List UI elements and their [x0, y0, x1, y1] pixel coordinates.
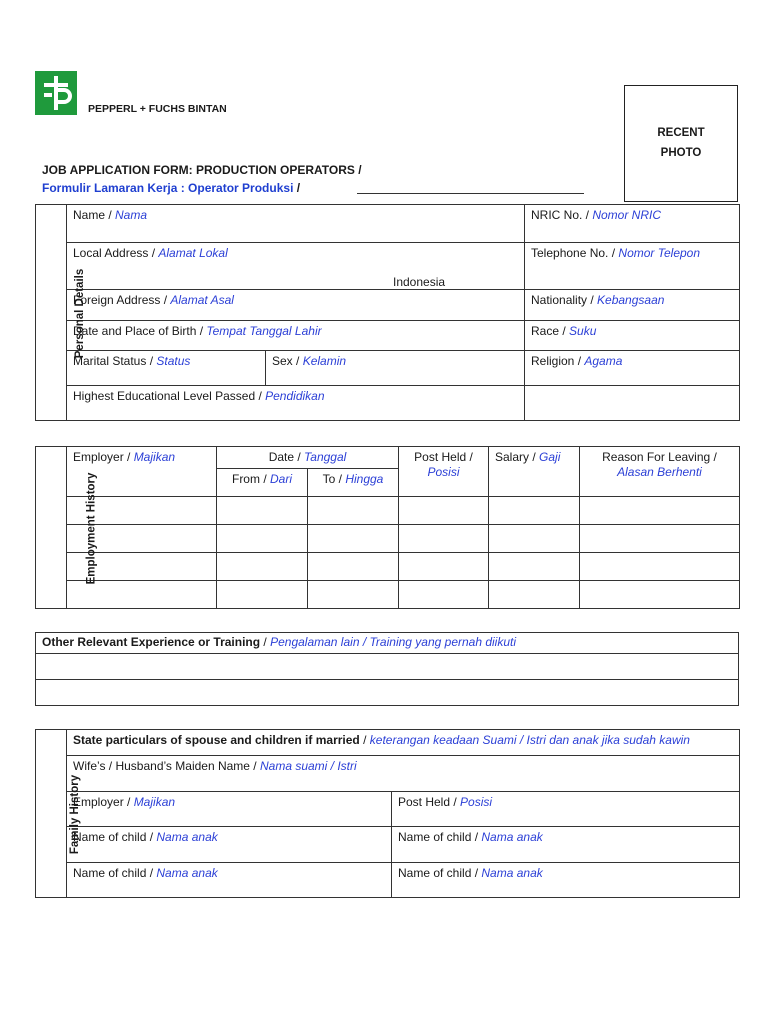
family-history-label: Family History	[36, 730, 67, 898]
pepperl-fuchs-logo-icon	[35, 71, 77, 115]
race-field[interactable]: Race / Suku	[525, 321, 740, 351]
child-name-field-4[interactable]: Name of child / Nama anak	[392, 863, 740, 898]
table-row	[36, 525, 740, 553]
education-value-cell[interactable]	[525, 386, 740, 421]
telephone-field[interactable]: Telephone No. / Nomor Telepon	[525, 243, 740, 290]
employment-cell[interactable]	[308, 553, 399, 581]
experience-line[interactable]	[36, 654, 739, 680]
employment-cell[interactable]	[399, 581, 489, 609]
employment-cell[interactable]	[217, 553, 308, 581]
employment-history-label: Employment History	[36, 447, 67, 609]
employment-cell[interactable]	[308, 525, 399, 553]
experience-line[interactable]	[36, 680, 739, 706]
name-field[interactable]: Name / Nama	[67, 205, 525, 243]
recent-photo-box	[624, 85, 738, 202]
country-text: Indonesia	[393, 275, 446, 289]
table-row	[36, 497, 740, 525]
employment-cell[interactable]	[308, 581, 399, 609]
company-name: PEPPERL + FUCHS BINTAN	[88, 103, 227, 115]
employment-cell[interactable]	[489, 581, 580, 609]
nationality-field[interactable]: Nationality / Kebangsaan	[525, 290, 740, 321]
table-row	[36, 553, 740, 581]
employment-cell[interactable]	[217, 581, 308, 609]
photo-label-line2: PHOTO	[660, 147, 702, 159]
marital-status-field[interactable]: Marital Status / Status	[67, 351, 266, 386]
child-name-field-3[interactable]: Name of child / Nama anak	[67, 863, 392, 898]
table-row	[36, 581, 740, 609]
employment-cell[interactable]	[580, 581, 740, 609]
particulars-header: State particulars of spouse and children if married / keterangan keadaan Suami / Istri dan anak jika sudah kawin	[67, 730, 740, 756]
birth-field[interactable]: Date and Place of Birth / Tempat Tanggal Lahir	[67, 321, 525, 351]
spouse-name-field[interactable]: Wife’s / Husband’s Maiden Name / Nama suami / Istri	[67, 756, 740, 792]
employment-cell[interactable]	[489, 553, 580, 581]
personal-details-table	[35, 204, 740, 421]
foreign-address-field[interactable]: Foreign Address / Alamat Asal	[67, 290, 525, 321]
employment-cell[interactable]	[67, 581, 217, 609]
family-history-table	[35, 729, 740, 898]
employment-cell[interactable]	[217, 525, 308, 553]
company-logo	[35, 71, 77, 115]
experience-table	[35, 632, 739, 706]
employment-cell[interactable]	[489, 525, 580, 553]
salary-header: Salary / Gaji	[489, 447, 580, 497]
employment-cell[interactable]	[580, 497, 740, 525]
education-field[interactable]: Highest Educational Level Passed / Pendidikan	[67, 386, 525, 421]
personal-details-label: Personal Details	[36, 205, 67, 421]
employment-cell[interactable]	[399, 553, 489, 581]
local-address-field[interactable]: Local Address / Alamat Lokal Indonesia	[67, 243, 525, 290]
religion-field[interactable]: Religion / Agama	[525, 351, 740, 386]
to-header: To / Hingga	[308, 469, 399, 497]
date-header: Date / Tanggal	[217, 447, 399, 469]
photo-label-line1: RECENT	[657, 127, 705, 139]
employment-cell[interactable]	[580, 553, 740, 581]
employment-history-table	[35, 446, 740, 609]
spouse-employer-field[interactable]: Employer / Majikan	[67, 792, 392, 827]
employment-cell[interactable]	[489, 497, 580, 525]
employment-cell[interactable]	[217, 497, 308, 525]
post-held-header: Post Held / Posisi	[399, 447, 489, 497]
child-name-field-2[interactable]: Name of child / Nama anak	[392, 827, 740, 863]
employer-header: Employer / Majikan	[67, 447, 217, 497]
nric-field[interactable]: NRIC No. / Nomor NRIC	[525, 205, 740, 243]
spouse-post-field[interactable]: Post Held / Posisi	[392, 792, 740, 827]
employment-cell[interactable]	[399, 497, 489, 525]
position-blank-line[interactable]	[357, 193, 584, 194]
child-name-field-1[interactable]: Name of child / Nama anak	[67, 827, 392, 863]
form-title-indonesian: Formulir Lamaran Kerja : Operator Produksi /	[42, 181, 301, 195]
employment-cell[interactable]	[308, 497, 399, 525]
employment-cell[interactable]	[399, 525, 489, 553]
reason-header: Reason For Leaving / Alasan Berhenti	[580, 447, 740, 497]
sex-field[interactable]: Sex / Kelamin	[266, 351, 525, 386]
employment-cell[interactable]	[580, 525, 740, 553]
experience-header: Other Relevant Experience or Training / Pengalaman lain / Training yang pernah diikuti	[36, 633, 739, 654]
from-header: From / Dari	[217, 469, 308, 497]
form-title-english: JOB APPLICATION FORM: PRODUCTION OPERATORS /	[42, 163, 362, 177]
